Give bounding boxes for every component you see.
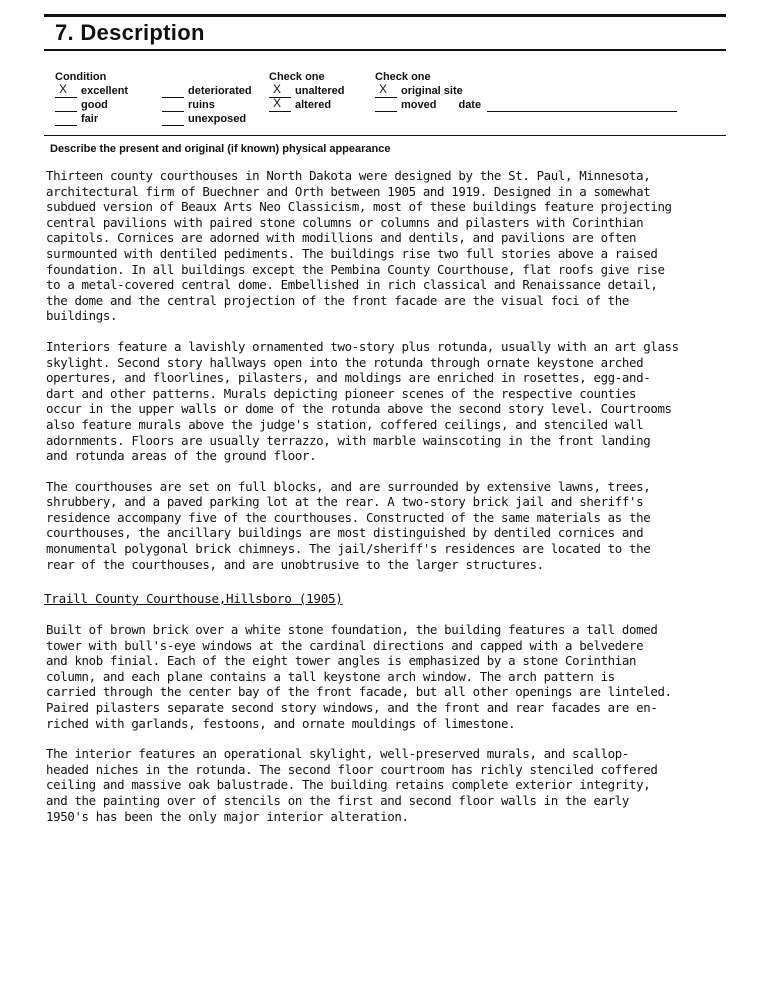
option-label: excellent <box>81 85 129 97</box>
paragraph: Interiors feature a lavishly ornamented two-story plus rotunda, usually with an art glass skylight. Second story hallways open into the rotunda through ornate keystone arched opertures, and floorlines, pilasters, and moldings are enriched in rosettes, egg-and- dart and other patterns. Murals depicting pioneer scenes of the respective counties occur in the upper walls or dome of the rotunda above the second story level. Courtrooms also feature murals above the judge's station, coffered ceilings, and stenciled wall adornments. Floors are usually terrazzo, with marble wainscoting in the front landing and rotunda areas of the ground floor. <box>46 338 679 464</box>
checkbox-blank[interactable] <box>55 82 77 98</box>
form-bottom-rule <box>44 135 726 136</box>
check-mark: X <box>273 82 282 96</box>
checkbox-blank[interactable] <box>55 100 77 112</box>
date-label: date <box>458 99 482 111</box>
option-label: original site <box>401 85 463 97</box>
title-rule <box>44 49 726 51</box>
section-title: 7. Description <box>55 20 205 45</box>
condition-option-fair[interactable] <box>55 112 128 126</box>
option-label: unaltered <box>295 85 345 97</box>
paragraph: The interior features an operational skylight, well-preserved murals, and scallop- headed niches in the rotunda. The second floor courtroom has richly stenciled coffered ceiling and massive oak balustrade. The building retains complete exterior integrity, and the painting over of stencils on the first and second floor walls in the early 1950's has been the only major interior alteration. <box>46 746 658 824</box>
paragraph: Thirteen county courthouses in North Dakota were designed by the St. Paul, Minnesota, architectural firm of Buechner and Orth between 1905 and 1919. Designed in a somewhat subdued version of Beaux Arts Neo Classicism, most of these buildings feature projecting central pavilions with paired stone columns or columns and pilasters with Corinthian capitols. Cornices are adorned with modillions and dentils, and pavilions are often surmounted with dentiled pediments. The buildings rise two full stories above a raised foundation. In all buildings except the Pembina County Courthouse, flat roofs give rise to a metal-covered central dome. Embellished in rich classical and Renaissance detail, the dome and the central projection of the front facade are the visual foci of the buildings. <box>46 168 672 324</box>
check-mark: X <box>273 96 282 110</box>
option-label: fair <box>81 113 99 125</box>
checkbox-blank[interactable] <box>269 96 291 112</box>
option-moved[interactable] <box>375 98 677 112</box>
option-label: moved <box>401 99 437 111</box>
paragraph: Built of brown brick over a white stone foundation, the building features a tall domed tower with bull's-eye windows at the cardinal directions and capped with a belvedere and knob finial. Each of the eight tower angles is emphasized by a stone Corinthian column, and each plane contains a tall keystone arch window. The arch pattern is carried through the center bay of the front facade, but all other openings are linteled. Paired pilasters separate second story windows, and the front and rear facades are en- riched with garlands, festoons, and ornate mouldings of limestone. <box>46 622 672 731</box>
condition-option-deteriorated[interactable] <box>162 84 252 98</box>
checkbox-blank[interactable] <box>162 114 184 126</box>
condition-option-good[interactable] <box>55 98 128 112</box>
date-field[interactable] <box>487 100 677 112</box>
check-one-header: Check one <box>269 71 325 83</box>
option-altered[interactable] <box>269 98 345 112</box>
option-original-site[interactable] <box>375 84 677 98</box>
check-mark: X <box>59 82 68 96</box>
option-label: deteriorated <box>188 85 252 97</box>
option-label: ruins <box>188 99 215 111</box>
courthouse-body <box>46 622 730 824</box>
paragraph: The courthouses are set on full blocks, and are surrounded by extensive lawns, trees, shrubbery, and a paved parking lot at the rear. A two-story brick jail and sheriff's residence accompany five of the courthouses. Constructed of the same materials as the courthouses, the ancillary buildings are most distinguished by dentiled cornices and monumental polygonal brick chimneys. The jail/sheriff's residences are located to the rear of the courthouses, and are unobtrusive to the larger structures. <box>46 478 651 572</box>
checkbox-blank[interactable] <box>55 114 77 126</box>
checkbox-blank[interactable] <box>375 82 397 98</box>
option-label: good <box>81 99 108 111</box>
checkbox-blank[interactable] <box>162 86 184 98</box>
courthouse-heading: Traill County Courthouse,Hillsboro (1905) <box>44 591 343 606</box>
site-column <box>375 70 677 112</box>
description-instruction: Describe the present and original (if known) physical appearance <box>50 143 391 155</box>
condition-option-unexposed[interactable] <box>162 112 252 126</box>
top-rule <box>44 14 726 17</box>
check-mark: X <box>379 82 388 96</box>
condition-column <box>55 70 128 126</box>
condition-header: Condition <box>55 71 107 83</box>
option-label: altered <box>295 99 332 111</box>
checkbox-blank[interactable] <box>162 100 184 112</box>
description-body <box>46 168 730 572</box>
condition-column-2 <box>162 84 252 126</box>
condition-option-ruins[interactable] <box>162 98 252 112</box>
alteration-column <box>269 70 345 112</box>
option-label: unexposed <box>188 113 247 125</box>
check-one-header: Check one <box>375 71 431 83</box>
checkbox-blank[interactable] <box>375 100 397 112</box>
condition-option-excellent[interactable] <box>55 84 128 98</box>
